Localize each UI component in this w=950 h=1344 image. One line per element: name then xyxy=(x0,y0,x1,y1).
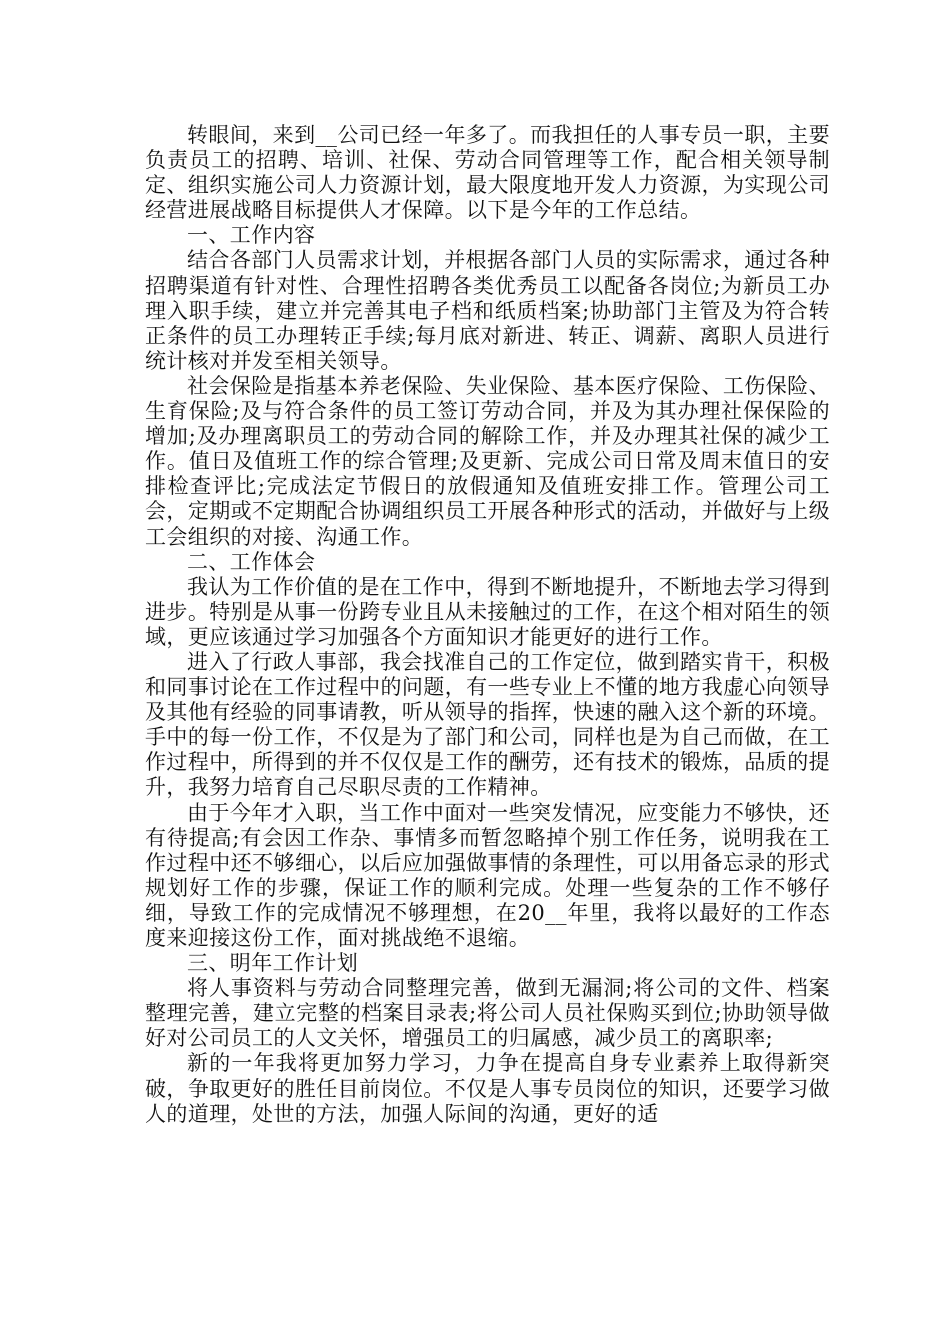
document-body xyxy=(145,123,830,1127)
paragraph-social-insurance: 社会保险是指基本养老保险、失业保险、基本医疗保险、工伤保险、生育保险;及与符合条件的员工签订劳动合同，并及为其办理社保保险的增加;及办理离职员工的劳动合同的解除工作，并及办理其社保的减少工作。值日及值班工作的综合管理;及更新、完成公司日常及周末值日的安排检查评比;完成法定节假日的放假通知及值班安排工作。管理公司工会，定期或不定期配合协调组织员工开展各种形式的活动，并做好与上级工会组织的对接、沟通工作。 xyxy=(145,373,830,549)
section-heading-work-experience: 二、工作体会 xyxy=(187,549,316,574)
paragraph-plan-records: 将人事资料与劳动合同整理完善，做到无漏洞;将公司的文件、档案整理完善，建立完整的档案目录表;将公司人员社保购买到位;协助领导做好对公司员工的人文关怀，增强员工的归属感，减少员工的离职率; xyxy=(145,976,830,1051)
paragraph-hr-department: 进入了行政人事部，我会找准自己的工作定位，做到踏实肯干，积极和同事讨论在工作过程中的问题，有一些专业上不懂的地方我虚心向领导及其他有经验的同事请教，听从领导的指挥，快速的融入这个新的环境。手中的每一份工作，不仅是为了部门和公司，同样也是为自己而做，在工作过程中，所得到的并不仅仅是工作的酬劳，还有技术的锻炼，品质的提升，我努力培育自己尽职尽责的工作精神。 xyxy=(145,649,830,800)
section-heading-next-year-plan: 三、明年工作计划 xyxy=(187,951,359,976)
section-heading-work-content: 一、工作内容 xyxy=(187,223,316,248)
intro-paragraph: 转眼间，来到__公司已经一年多了。而我担任的人事专员一职，主要负责员工的招聘、培训、社保、劳动合同管理等工作，配合相关领导制定、组织实施公司人力资源计划，最大限度地开发人力资源，为实现公司经营进展战略目标提供人才保障。以下是今年的工作总结。 xyxy=(145,123,830,223)
paragraph-plan-learning: 新的一年我将更加努力学习，力争在提高自身专业素养上取得新突破，争取更好的胜任目前岗位。不仅是人事专员岗位的知识，还要学习做人的道理，处世的方法，加强人际间的沟通，更好的适 xyxy=(145,1051,830,1126)
paragraph-improvements: 由于今年才入职，当工作中面对一些突发情况，应变能力不够快，还有待提高;有会因工作杂、事情多而暂忽略掉个别工作任务，说明我在工作过程中还不够细心，以后应加强做事情的条理性，可以用备忘录的形式规划好工作的步骤，保证工作的顺利完成。处理一些复杂的工作不够仔细，导致工作的完成情况不够理想，在20__年里，我将以最好的工作态度来迎接这份工作，面对挑战绝不退缩。 xyxy=(145,800,830,950)
paragraph-work-value: 我认为工作价值的是在工作中，得到不断地提升，不断地去学习得到进步。特别是从事一份跨专业且从未接触过的工作，在这个相对陌生的领域，更应该通过学习加强各个方面知识才能更好的进行工作。 xyxy=(145,574,830,649)
paragraph-recruitment: 结合各部门人员需求计划，并根据各部门人员的实际需求，通过各种招聘渠道有针对性、合理性招聘各类优秀员工以配备各岗位;为新员工办理入职手续，建立并完善其电子档和纸质档案;协助部门主管及为符合转正条件的员工办理转正手续;每月底对新进、转正、调薪、离职人员进行统计核对并发至相关领导。 xyxy=(145,248,830,373)
